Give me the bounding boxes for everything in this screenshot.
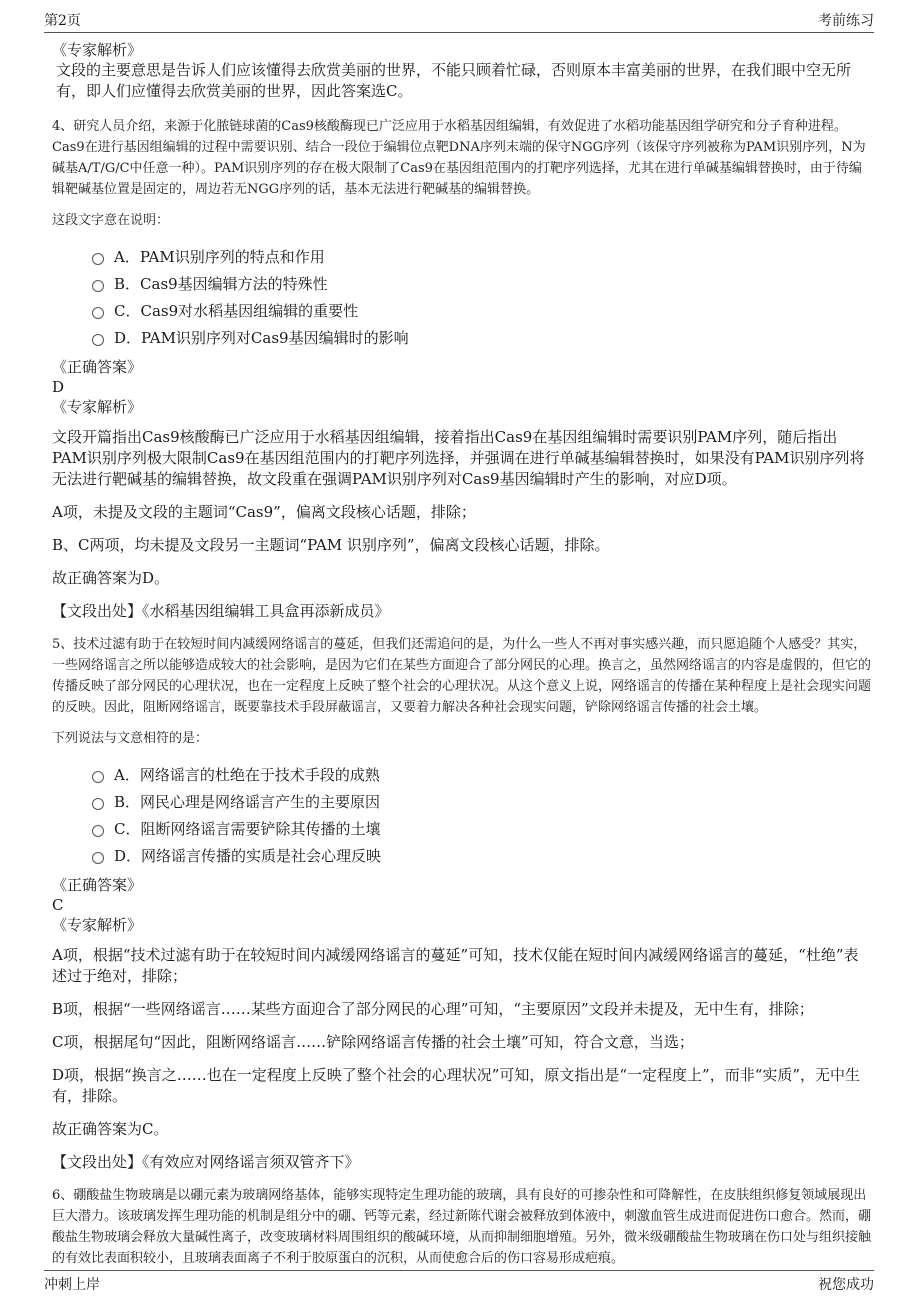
q5-analysis-para: B项，根据“一些网络谣言……某些方面迎合了部分网民的心理”可知，“主要原因”文段并未提及，无中生有，排除； [52, 1000, 814, 1018]
page-header [0, 0, 920, 34]
q4-option-c[interactable]: C．Cas9对水稻基因组编辑的重要性 [92, 297, 872, 324]
q5-option-a[interactable]: A．网络谣言的杜绝在于技术手段的成熟 [92, 761, 872, 788]
q6-passage: 6、硼酸盐生物玻璃是以硼元素为玻璃网络基体，能够实现特定生理功能的玻璃，具有良好的可掺杂性和可降解性，在皮肤组织修复领域展现出巨大潜力。该玻璃发挥生理功能的机制是组分中的硼、钙等元素，经过新陈代谢会被释放到体液中，刺激血管生成进而促进伤口愈合。然而，硼酸盐生物玻璃会释放大量碱性离子，改变玻璃材料周围组织的酸碱环境，从而抑制细胞增殖。另外，微米级硼酸盐生物玻璃在伤口处与组织接触的有效比表面积较小，且玻璃表面离子不利于胶原蛋白的沉积，从而使愈合后的伤口容易形成疤痕。 [52, 1188, 872, 1266]
radio-icon[interactable] [92, 334, 104, 346]
footer-left: 冲刺上岸 [44, 1277, 100, 1293]
q4-analysis-para: A项，未提及文段的主题词“Cas9”，偏离文段核心话题，排除； [52, 503, 476, 521]
q4-analysis-para: 文段开篇指出Cas9核酸酶已广泛应用于水稻基因组编辑，接着指出Cas9在基因组编辑时需要识别PAM序列，随后指出PAM识别序列极大限制Cas9在基因组范围内的打靶序列选择，并强调在进行单碱基编辑替换时，如果没有PAM识别序列将无法进行靶碱基的编辑替换，故文段重在强调PAM识别序列对Cas9基因编辑时产生的影响，对应D项。 [52, 428, 865, 488]
radio-icon[interactable] [92, 798, 104, 810]
q5-analysis-para: A项，根据“技术过滤有助于在较短时间内减缓网络谣言的蔓延”可知，技术仅能在短时间内减缓网络谣言的蔓延，“杜绝”表述过于绝对，排除； [52, 946, 859, 985]
q4-analysis-label: 《专家解析》 [52, 398, 143, 416]
q5-analysis-para: D项，根据“换言之……也在一定程度上反映了整个社会的心理状况”可知，原文指出是“一定程度上”，而非“实质”，无中生有，排除。 [52, 1066, 861, 1105]
q3-analysis-text: 文段的主要意思是告诉人们应该懂得去欣赏美丽的世界，不能只顾着忙碌，否则原本丰富美丽的世界，在我们眼中空无所有，即人们应懂得去欣赏美丽的世界，因此答案选C。 [56, 61, 852, 100]
q5-option-d[interactable]: D．网络谣言传播的实质是社会心理反映 [92, 842, 872, 869]
page-footer [0, 1266, 920, 1302]
footer-right: 祝您成功 [818, 1277, 874, 1293]
radio-icon[interactable] [92, 771, 104, 783]
footer-divider [44, 1270, 874, 1271]
q4-final-answer: 故正确答案为D。 [52, 569, 170, 587]
q4-option-a[interactable]: A．PAM识别序列的特点和作用 [92, 243, 872, 270]
q4-option-d[interactable]: D．PAM识别序列对Cas9基因编辑时的影响 [92, 324, 872, 351]
radio-icon[interactable] [92, 280, 104, 292]
q4-question: 这段文字意在说明： [52, 213, 170, 228]
header-title: 考前练习 [818, 13, 874, 29]
q5-passage: 5、技术过滤有助于在较短时间内减缓网络谣言的蔓延，但我们还需追问的是，为什么一些人不再对事实感兴趣，而只愿追随个人感受？其实，一些网络谣言之所以能够造成较大的社会影响，是因为它们在某些方面迎合了部分网民的心理。换言之，虽然网络谣言的内容是虚假的，但它的传播反映了部分网民的心理状况，也在一定程度上反映了整个社会的心理状况。从这个意义上说，网络谣言的传播在某种程度上是社会现实问题的反映。因此，阻断网络谣言，既要靠技术手段屏蔽谣言，又要着力解决各种社会现实问题，铲除网络谣言传播的社会土壤。 [52, 637, 872, 715]
radio-icon[interactable] [92, 825, 104, 837]
q5-analysis-para: C项，根据尾句“因此，阻断网络谣言……铲除网络谣言传播的社会土壤”可知，符合文意，当选； [52, 1033, 694, 1051]
q3-analysis-label: 《专家解析》 [52, 41, 143, 59]
q4-answer-label: 《正确答案》 [52, 358, 143, 376]
q5-answer-label: 《正确答案》 [52, 876, 143, 894]
document-body [52, 40, 872, 1269]
q5-answer: C [52, 896, 64, 914]
radio-icon[interactable] [92, 852, 104, 864]
q5-final-answer: 故正确答案为C。 [52, 1120, 169, 1138]
page-number: 第2页 [44, 13, 81, 29]
q4-source: 【文段出处】《水稻基因组编辑工具盒再添新成员》 [52, 602, 390, 620]
header-divider [44, 32, 874, 33]
radio-icon[interactable] [92, 253, 104, 265]
q4-answer: D [52, 378, 65, 396]
radio-icon[interactable] [92, 307, 104, 319]
q5-source: 【文段出处】《有效应对网络谣言须双管齐下》 [52, 1153, 360, 1171]
q4-analysis-para: B、C两项，均未提及文段另一主题词“PAM 识别序列”，偏离文段核心话题，排除。 [52, 536, 610, 554]
q5-analysis-label: 《专家解析》 [52, 916, 143, 934]
q5-question: 下列说法与文意相符的是： [52, 731, 209, 746]
q4-option-b[interactable]: B．Cas9基因编辑方法的特殊性 [92, 270, 872, 297]
q5-option-b[interactable]: B．网民心理是网络谣言产生的主要原因 [92, 788, 872, 815]
q5-option-c[interactable]: C．阻断网络谣言需要铲除其传播的土壤 [92, 815, 872, 842]
q4-passage: 4、研究人员介绍，来源于化脓链球菌的Cas9核酸酶现已广泛应用于水稻基因组编辑，有效促进了水稻功能基因组学研究和分子育种进程。Cas9在进行基因组编辑的过程中需要识别、结合一段位于编辑位点靶DNA序列末端的保守NGG序列（该保守序列被称为PAM识别序列，N为碱基A/T/G/C中任意一种）。PAM识别序列的存在极大限制了Cas9在基因组范围内的打靶序列选择，尤其在进行单碱基编辑替换时，由于待编辑靶碱基位置是固定的，周边若无NGG序列的话，基本无法进行靶碱基的编辑替换。 [52, 119, 866, 197]
